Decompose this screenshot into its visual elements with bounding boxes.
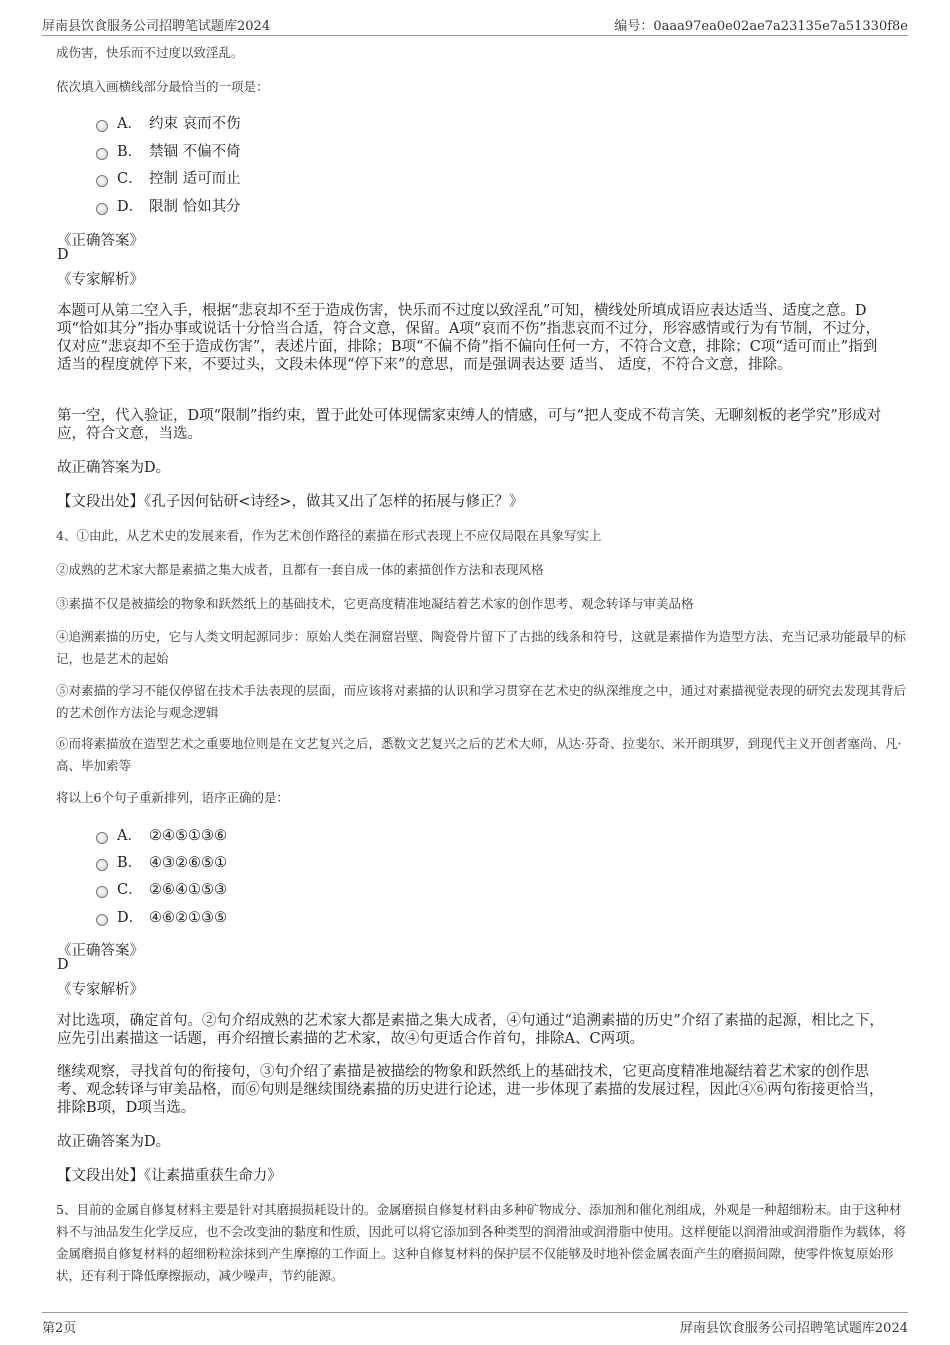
q3-continuation: 成伤害，快乐而不过度以致淫乱。 (56, 45, 244, 60)
header-title: 屏南县饮食服务公司招聘笔试题库2024 (42, 19, 271, 34)
q5-text: 5、目前的金属自修复材料主要是针对其磨损损耗设计的。金属磨损自修复材料由多种矿物成分、添加剂和催化剂组成，外观是一种超细粉末。由于这种材料不与油品发生化学反应，也不会改变油的黏度和性质，因此可以将它添加到各种类型的润滑油或润滑脂中使用。这样便能以润滑油或润滑脂作为载体，将金属磨损自修复材料的超细粉粒涂抹到产生摩擦的工作面上。这种自修复材料的保护层不仅能够及时地补偿金属表面产生的磨损间隙，使零件恢复原始形状，还有利于降低摩擦振动，减少噪声，节约能源。 (56, 1202, 907, 1283)
q3-answer-label: 《正确答案》 (57, 233, 144, 249)
q3-analysis-para-3: 故正确答案为D。 (57, 460, 171, 476)
q4-option-c[interactable]: C． ②⑥④①⑤③ (96, 880, 227, 900)
q3-answer: D (57, 247, 69, 263)
q4-option-a[interactable]: A． ②④⑤①③⑥ (96, 826, 227, 846)
q4-analysis-para-1: 对比选项，确定首句。②句介绍成熟的艺术家大都是素描之集大成者，④句通过“追溯素描的历史”介绍了素描的起源，相比之下，应先引出素描这一话题，再介绍擅长素描的艺术家，故④句更适合作首句，排除A、C两项。 (57, 1013, 884, 1047)
q4-analysis-label: 《专家解析》 (57, 982, 144, 998)
q3-analysis-para-1: 本题可从第二空入手，根据“悲哀却不至于造成伤害，快乐而不过度以致淫乱”可知，横线处所填成语应表达适当、适度之意。D项“恰如其分”指办事或说话十分恰当合适，符合文意，保留。A项“哀而不伤”指悲哀而不过分，形容感情或行为有节制，不过分，仅对应“悲哀却不至于造成伤害”，表述片面，排除；B项“不偏不倚”指不偏向任何一方，不符合文意，排除；C项“适可而止”指到适当的程度就停下来，不要过头，文段未体现“停下来”的意思，而是强调表达要 适当、 适度，不符合文意，排除。 (57, 303, 881, 373)
header-code: 编号：0aaa97ea0e02ae7a23135e7a51330f8e (614, 19, 908, 34)
q3-analysis-label: 《专家解析》 (57, 272, 144, 288)
radio-icon[interactable] (96, 886, 108, 898)
q4-option-d[interactable]: D． ④⑥②①③⑤ (96, 908, 227, 928)
q4-sentence-6: ⑥而将素描放在造型艺术之重要地位则是在文艺复兴之后，悉数文艺复兴之后的艺术大师，从达·芬奇、拉斐尔、米开朗琪罗，到现代主义开创者塞尚、凡·高、毕加索等 (56, 736, 902, 773)
radio-icon[interactable] (96, 859, 108, 871)
q4-source: 【文段出处】《让素描重获生命力》 (57, 1168, 282, 1184)
q3-option-d[interactable]: D． 限制 恰如其分 (96, 197, 241, 217)
q4-sentence-3: ③素描不仅是被描绘的物象和跃然纸上的基础技术，它更高度精准地凝结着艺术家的创作思考、观念转译与审美品格 (56, 596, 694, 611)
q4-analysis-para-2: 继续观察，寻找首句的衔接句，③句介绍了素描是被描绘的物象和跃然纸上的基础技术，它更高度精准地凝结着艺术家的创作思考、观念转译与审美品格，而⑥句则是继续围绕素描的历史进行论述，进一步体现了素描的发展过程，因此④⑥两句衔接更恰当，排除B项，D项当选。 (57, 1064, 884, 1116)
q4-answer-label: 《正确答案》 (57, 943, 144, 959)
page-number: 第2页 (42, 1321, 77, 1336)
q4-sentence-1: 4、①由此，从艺术史的发展来看，作为艺术创作路径的素描在形式表现上不应仅局限在具象写实上 (56, 528, 602, 543)
q3-option-b[interactable]: B． 禁锢 不偏不倚 (96, 142, 241, 162)
q4-answer: D (57, 957, 69, 973)
q3-option-a[interactable]: A． 约束 哀而不伤 (96, 114, 241, 134)
q4-option-b[interactable]: B． ④③②⑥⑤① (96, 853, 227, 873)
radio-icon[interactable] (96, 148, 108, 160)
radio-icon[interactable] (96, 832, 108, 844)
q4-sentence-4: ④追溯素描的历史，它与人类文明起源同步：原始人类在洞窟岩壁、陶瓷骨片留下了古拙的线条和符号，这就是素描作为造型方法、充当记录功能最早的标记，也是艺术的起始 (56, 629, 907, 666)
radio-icon[interactable] (96, 203, 108, 215)
q3-analysis-para-2: 第一空，代入验证，D项“限制”指约束，置于此处可体现儒家束缚人的情感，可与“把人变成不苟言笑、无聊刻板的老学究”形成对应，符合文意，当选。 (57, 408, 882, 442)
q3-source: 【文段出处】《孔子因何钻研<诗经>，做其又出了怎样的拓展与修正？》 (57, 494, 524, 510)
radio-icon[interactable] (96, 914, 108, 926)
q4-analysis-para-3: 故正确答案为D。 (57, 1134, 171, 1150)
page-header (42, 13, 908, 36)
page-footer (42, 1312, 908, 1335)
q4-sentence-5: ⑤对素描的学习不能仅停留在技术手法表现的层面，而应该将对素描的认识和学习贯穿在艺术史的纵深维度之中，通过对素描视觉表现的研究去发现其背后的艺术创作方法论与观念逻辑 (56, 683, 907, 720)
footer-title: 屏南县饮食服务公司招聘笔试题库2024 (679, 1321, 908, 1336)
radio-icon[interactable] (96, 175, 108, 187)
q3-option-c[interactable]: C． 控制 适可而止 (96, 169, 241, 189)
radio-icon[interactable] (96, 120, 108, 132)
q4-sentence-2: ②成熟的艺术家大都是素描之集大成者，且都有一套自成一体的素描创作方法和表现风格 (56, 562, 544, 577)
q4-prompt: 将以上6个句子重新排列，语序正确的是： (56, 790, 289, 805)
q3-prompt: 依次填入画横线部分最恰当的一项是： (56, 79, 269, 94)
